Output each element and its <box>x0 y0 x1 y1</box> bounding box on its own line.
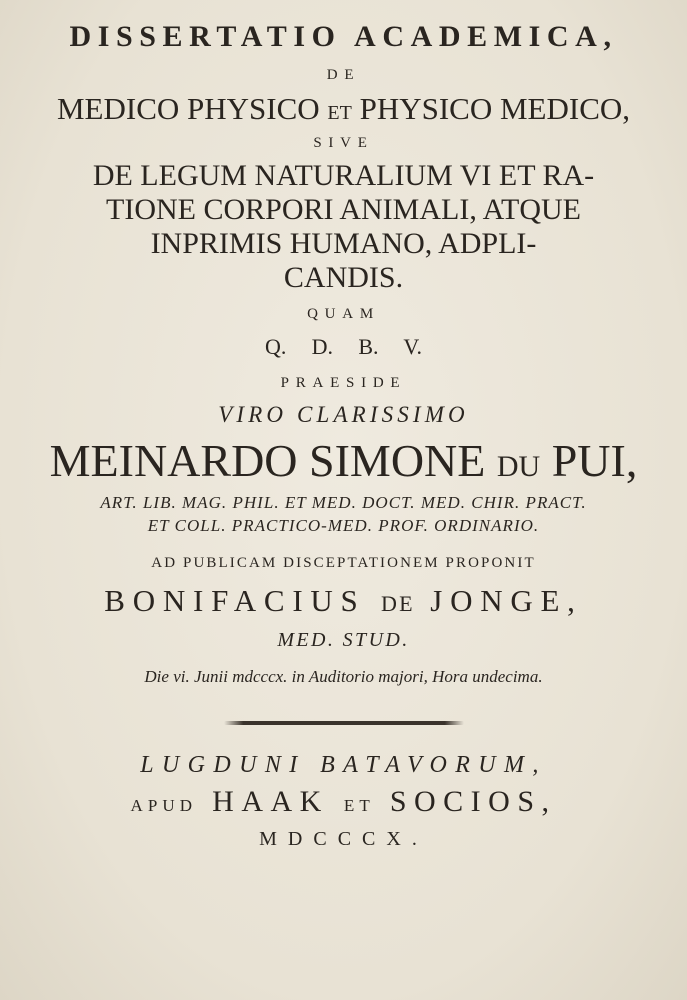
president-surname: PUI, <box>551 435 638 486</box>
sive-label: SIVE <box>313 135 374 151</box>
subject-line <box>36 93 651 124</box>
imprint-year: MDCCCX. <box>259 828 428 850</box>
imprint-et: ET <box>343 796 375 815</box>
president-first-names: MEINARDO SIMONE <box>49 435 486 486</box>
author-first-name: BONIFACIUS <box>104 583 366 618</box>
defense-date-line: Die vi. Junii mdcccx. in Auditorio majori, Hora undecima. <box>144 667 543 686</box>
credentials-line-2: ET COLL. PRACTICO-MED. PROF. ORDINARIO. <box>147 516 540 535</box>
subtitle-line-1: DE LEGUM NATURALIUM VI ET RA- <box>92 159 595 192</box>
subtitle-line-2: TIONE CORPORI ANIMALI, ATQUE <box>106 193 581 226</box>
de-label: DE <box>326 67 361 83</box>
author-particle: DE <box>381 591 415 616</box>
ornamental-rule <box>224 721 464 725</box>
quam-label: QUAM <box>307 306 380 322</box>
imprint-publisher <box>36 787 651 817</box>
subtitle-line-4: CANDIS. <box>283 261 404 294</box>
imprint-city: LUGDUNI BATAVORUM, <box>140 752 547 778</box>
imprint-apud: APUD <box>130 796 198 815</box>
president-particle: DU <box>496 450 541 483</box>
ad-publicam-line: AD PUBLICAM DISCEPTATIONEM PROPONIT <box>151 555 536 571</box>
imprint-publisher-a: HAAK <box>212 785 329 818</box>
president-name <box>36 435 651 486</box>
qdbv-line: Q. D. B. V. <box>264 334 422 359</box>
viro-clarissimo: VIRO CLARISSIMO <box>218 402 469 427</box>
praeside-label: PRAESIDE <box>280 375 407 391</box>
subject-part-a: MEDICO PHYSICO <box>56 91 320 126</box>
author-status: MED. STUD. <box>277 629 410 651</box>
imprint-publisher-b: SOCIOS, <box>389 785 557 818</box>
subtitle-line-3: INPRIMIS HUMANO, ADPLI- <box>150 227 537 260</box>
author-surname: JONGE, <box>430 583 583 618</box>
dissertation-title: DISSERTATIO ACADEMICA, <box>69 20 618 53</box>
subject-et: ET <box>327 102 352 124</box>
author-name <box>36 585 651 616</box>
credentials-line-1: ART. LIB. MAG. PHIL. ET MED. DOCT. MED. CHIR. PRACT. <box>100 493 587 512</box>
subject-part-b: PHYSICO MEDICO, <box>359 91 631 126</box>
